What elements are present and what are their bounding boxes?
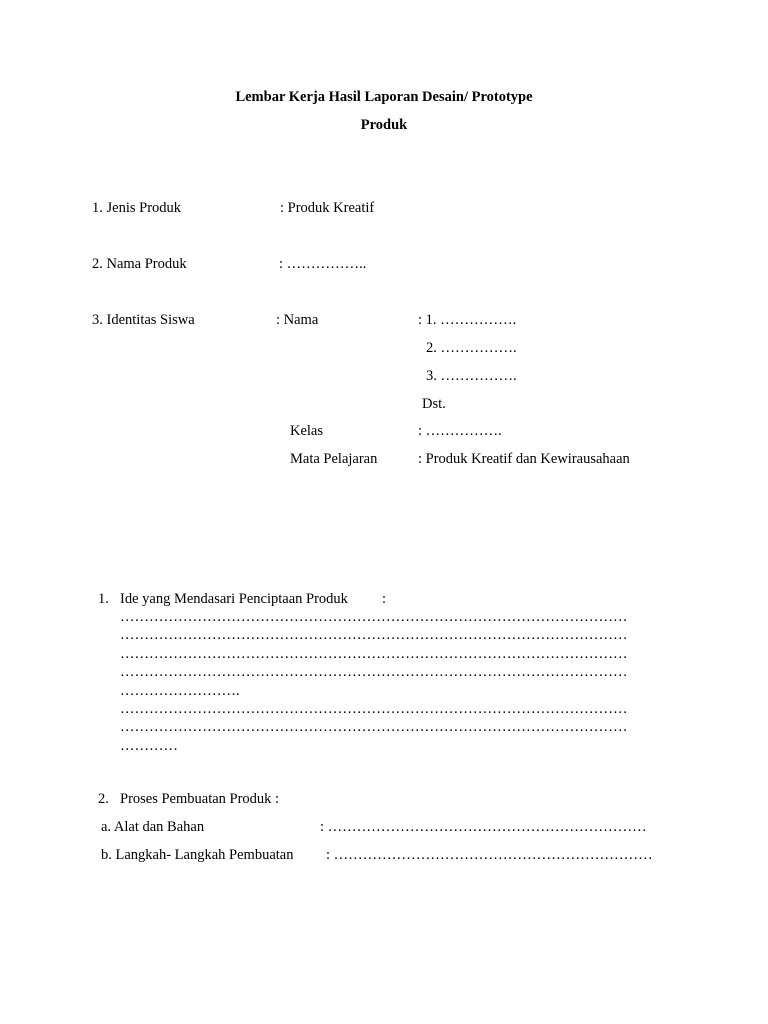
- section2-number: 2.: [98, 791, 109, 807]
- section1-line-2: ……………………………………………………………………………………………: [120, 627, 628, 643]
- jenis-produk-value: : Produk Kreatif: [280, 200, 375, 216]
- section1-number: 1.: [98, 591, 109, 607]
- section1-heading: Ide yang Mendasari Penciptaan Produk: [120, 591, 348, 607]
- section2-heading: Proses Pembuatan Produk :: [120, 791, 280, 807]
- mata-pelajaran-label: Mata Pelajaran: [290, 451, 378, 467]
- section1-line-3: ……………………………………………………………………………………………: [120, 646, 628, 662]
- document-title-line2: Produk: [360, 117, 408, 133]
- kelas-label: Kelas: [290, 423, 324, 439]
- section1-line-5: …………………….: [120, 683, 240, 699]
- nama-produk-label: 2. Nama Produk: [92, 256, 187, 272]
- section1-colon: :: [382, 591, 387, 607]
- section1-line-8: …………: [120, 738, 178, 754]
- nama-siswa-value-1: : 1. …………….: [418, 312, 517, 328]
- nama-siswa-value-3: 3. …………….: [426, 368, 517, 384]
- nama-siswa-value-2: 2. …………….: [426, 340, 517, 356]
- section1-line-6: ……………………………………………………………………………………………: [120, 701, 628, 717]
- section1-line-4: ……………………………………………………………………………………………: [120, 664, 628, 680]
- document-title: Lembar Kerja Hasil Laporan Desain/ Prototype: [235, 89, 533, 105]
- identitas-siswa-label: 3. Identitas Siswa: [92, 312, 195, 328]
- nama-siswa-dst: Dst.: [422, 396, 446, 412]
- mata-pelajaran-value: : Produk Kreatif dan Kewirausahaan: [418, 451, 630, 467]
- section1-line-1: ……………………………………………………………………………………………: [120, 609, 628, 625]
- alat-bahan-value: : …………………………………………………………: [320, 819, 647, 835]
- nama-produk-value: : ……………..: [279, 256, 367, 272]
- langkah-pembuatan-label: b. Langkah- Langkah Pembuatan: [101, 847, 294, 863]
- section1-line-7: ……………………………………………………………………………………………: [120, 719, 628, 735]
- kelas-value: : …………….: [418, 423, 502, 439]
- langkah-pembuatan-value: : …………………………………………………………: [326, 847, 653, 863]
- nama-siswa-label: : Nama: [276, 312, 319, 328]
- jenis-produk-label: 1. Jenis Produk: [92, 200, 182, 216]
- alat-bahan-label: a. Alat dan Bahan: [101, 819, 205, 835]
